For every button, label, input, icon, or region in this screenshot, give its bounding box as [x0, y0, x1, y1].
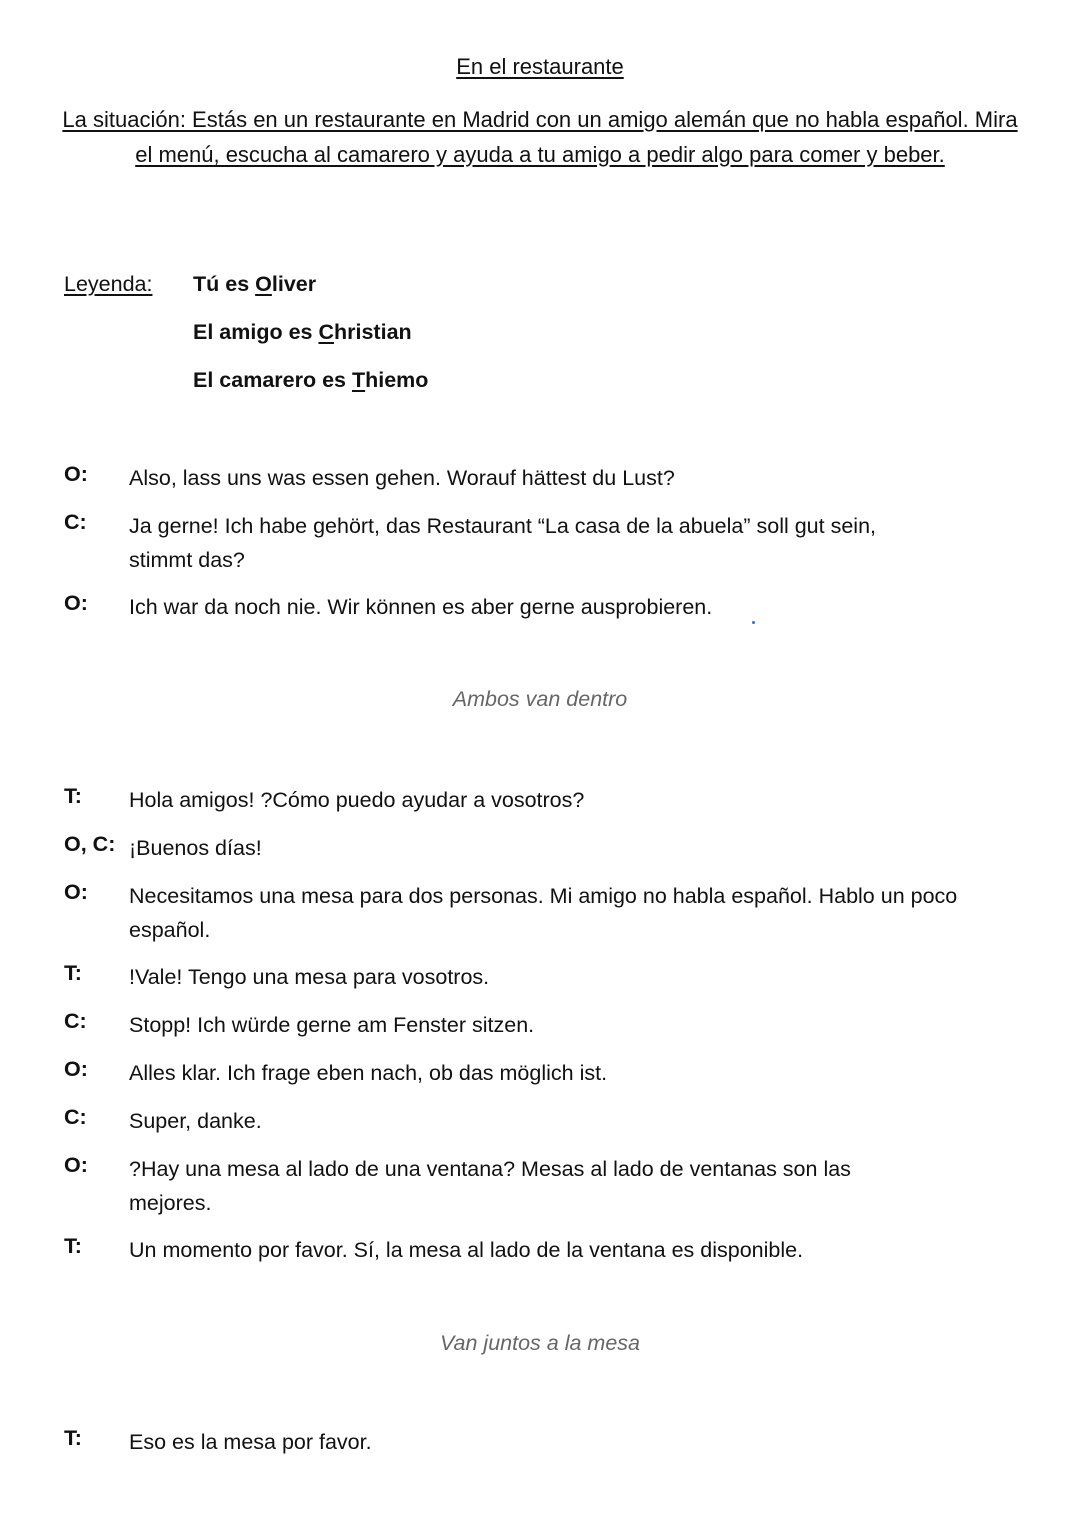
dialogue-text: Hola amigos! ?Cómo puedo ayudar a vosotros? [129, 788, 585, 812]
dialogue-text: ?Hay una mesa al lado de una ventana? Mesas al lado de ventanas son las mejores. [129, 1157, 851, 1215]
dialogue-text: Ja gerne! Ich habe gehört, das Restaurant “La casa de la abuela” soll gut sein, stimmt das? [129, 514, 876, 572]
legend-item-thiemo: El camarero es Thiemo [193, 368, 429, 392]
stage-direction: Van juntos a la mesa [440, 1331, 640, 1355]
speaker-label: O: [64, 591, 88, 615]
legend-item-christian: El amigo es Christian [193, 320, 412, 344]
speaker-label: O: [64, 1153, 88, 1177]
legend-item-oliver: Tú es Oliver [193, 272, 317, 296]
page-title: En el restaurante [456, 54, 624, 79]
dialogue-text: Stopp! Ich würde gerne am Fenster sitzen. [129, 1013, 535, 1037]
speaker-label: C: [64, 510, 87, 534]
dialogue-text: ¡Buenos días! [129, 836, 262, 860]
speaker-label: T: [64, 961, 82, 985]
speaker-label: O, C: [64, 832, 116, 856]
speaker-label: O: [64, 1057, 88, 1081]
dialogue-text: Super, danke. [129, 1109, 262, 1133]
speaker-label: C: [64, 1009, 87, 1033]
dialogue-text: Alles klar. Ich frage eben nach, ob das möglich ist. [129, 1061, 608, 1085]
dialogue-text: Eso es la mesa por favor. [129, 1430, 372, 1454]
speaker-label: T: [64, 1234, 82, 1258]
legend-label: Leyenda: [64, 272, 153, 296]
dialogue-text: Ich war da noch nie. Wir können es aber gerne ausprobieren. [129, 595, 713, 619]
speaker-label: C: [64, 1105, 87, 1129]
stage-direction: Ambos van dentro [452, 687, 628, 711]
dialogue-text: Un momento por favor. Sí, la mesa al lado de la ventana es disponible. [129, 1238, 804, 1262]
dialogue-text: Necesitamos una mesa para dos personas. Mi amigo no habla español. Hablo un poco español. [129, 884, 958, 942]
speaker-label: T: [64, 784, 82, 808]
dialogue-text: !Vale! Tengo una mesa para vosotros. [129, 965, 490, 989]
situation-description: La situación: Estás en un restaurante en Madrid con un amigo alemán que no habla español. Mira el menú, escucha al camarero y ayuda a tu amigo a pedir algo para comer y beber. [62, 107, 1018, 167]
speaker-label: O: [64, 880, 88, 904]
dialogue-text: Also, lass uns was essen gehen. Worauf hättest du Lust? [129, 466, 675, 490]
speaker-label: T: [64, 1426, 82, 1450]
ink-dot [752, 621, 755, 624]
speaker-label: O: [64, 462, 88, 486]
